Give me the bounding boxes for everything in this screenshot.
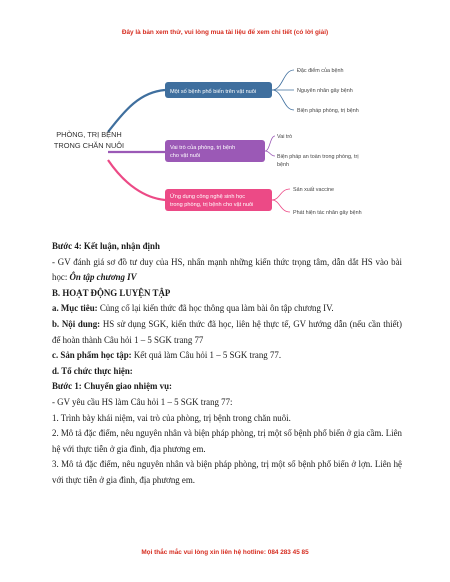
branch-3-leaf-2: Phát hiện tác nhân gây bệnh [293,210,362,216]
content-text: HS sử dụng SGK, kiến thức đã học, liên hệ thực tế, GV hướng dẫn (nếu cần thiết) để hoàn thành Câu hỏi 1 – 5 SGK trang 77 [52,318,402,345]
branch-3-label-line-2: trong phòng, trị bệnh cho vật nuôi [170,202,254,208]
question-1: 1. Trình bày khái niệm, vai trò của phòng, trị bệnh trong chăn nuôi. [52,412,291,423]
mind-map-center-line-1: PHÒNG, TRỊ BỆNH [56,130,122,139]
branch-2-leaf-1: Vai trò [277,134,293,140]
task-intro: - GV yêu cầu HS làm Câu hỏi 1 – 5 SGK trang 77: [52,396,233,407]
step4-text: - GV đánh giá sơ đồ tư duy của HS, nhấn mạnh những kiến thức trọng tâm, dẫn dắt HS vào bài học: [52,256,402,283]
branch-3-leaf-1: Sản xuất vaccine [293,187,335,193]
organization-heading: d. Tổ chức thực hiện: [52,365,133,376]
content-paragraph [52,317,402,348]
objective-text: Củng cố lại kiến thức đã học thông qua làm bài ôn tập chương IV. [97,303,334,314]
branch-2-leaf-3: bệnh [277,162,289,168]
hotline-banner: Mọi thắc mắc vui lòng xin liên hệ hotline: 084 283 45 85 [141,549,309,556]
document-body [52,239,402,489]
question-3: 3. Mô tả đặc điểm, nêu nguyên nhân và biện pháp phòng, trị một số bệnh phổ biến ở lợn. Liên hệ với thực tiễn ở gia đình, địa phương em. [52,459,402,485]
product-text: Kết quả làm Câu hỏi 1 – 5 SGK trang 77. [131,350,282,361]
branch-connector-1 [108,90,165,132]
section-b-heading: B. HOẠT ĐỘNG LUYỆN TẬP [52,287,171,298]
branch-2-label-line-1: Vai trò của phòng, trị bệnh [170,145,236,151]
branch-3-label-line-1: Ứng dụng công nghệ sinh học [170,194,246,200]
product-label: c. Sản phẩm học tập: [52,350,132,361]
objective-paragraph [52,301,402,317]
objective-label: a. Mục tiêu: [52,303,98,314]
branch-1-leaf-1: Đặc điểm của bệnh [297,68,344,74]
branch-2-leaf-2: Biện pháp an toàn trong phòng, trị [277,154,359,160]
step4-lesson-title: Ôn tập chương IV [69,272,137,283]
step4-paragraph [52,255,402,286]
question-2: 2. Mô tả đặc điểm, nêu nguyên nhân và biện pháp phòng, trị một số bệnh phổ biến ở gia cầm. Liên hệ với thực tiễn ở gia đình, địa phương em. [52,428,402,454]
step4-title: Bước 4: Kết luận, nhận định [52,241,160,251]
mind-map [0,40,450,225]
preview-banner: Đây là bản xem thử, vui lòng mua tài liệu để xem chi tiết (có lời giải) [121,29,329,36]
branch-2-label-line-2: cho vật nuôi [170,153,201,159]
branch-1-label: Một số bệnh phổ biến trên vật nuôi [170,89,257,95]
product-paragraph [52,348,402,364]
mind-map-center-line-2: TRONG CHĂN NUÔI [53,141,125,150]
branch-1-leaf-3: Biện pháp phòng, trị bệnh [297,108,359,114]
branch-1-leaf-2: Nguyên nhân gây bệnh [297,88,353,94]
branch-connector-3 [108,160,165,200]
step1-title: Bước 1: Chuyển giao nhiệm vụ: [52,381,172,392]
content-label: b. Nội dung: [52,318,101,329]
